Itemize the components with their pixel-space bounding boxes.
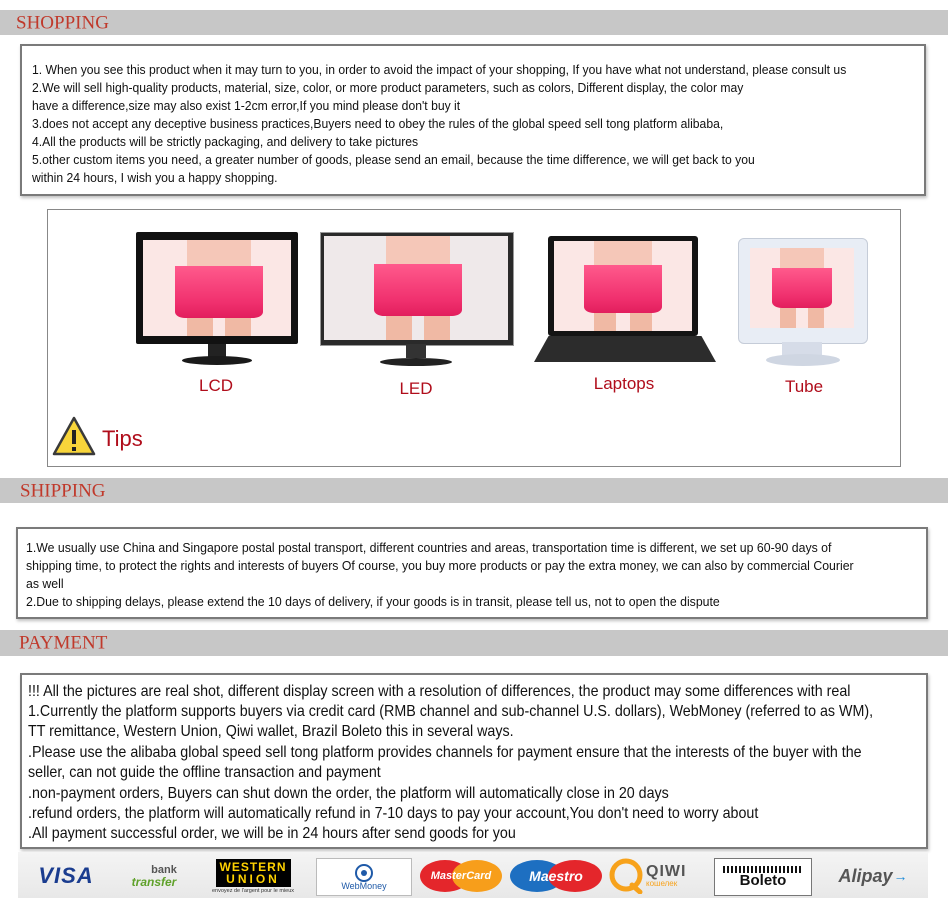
lcd-monitor-icon	[136, 232, 298, 372]
shopping-line-3: have a difference,size may also exist 1-2cm error,If you mind please don't buy it	[32, 98, 461, 113]
shipping-header	[0, 478, 948, 503]
mastercard-logo: MasterCard	[420, 858, 502, 894]
webmoney-logo: WebMoney	[316, 858, 412, 896]
payment-line-1: !!! All the pictures are real shot, different display screen with a resolution of differences, the product may some differences with real	[28, 683, 851, 700]
shopping-line-5: 4.All the products will be strictly packaging, and delivery to take pictures	[32, 134, 419, 149]
boleto-logo: Boleto	[714, 858, 812, 896]
qiwi-logo: QIWI кошелек	[608, 858, 706, 894]
western-union-logo: WESTERN UNION envoyez de l'argent pour le mieux	[211, 859, 295, 894]
alipay-logo: Alipay →	[838, 865, 908, 886]
payment-title: PAYMENT	[19, 632, 108, 654]
shipping-line-3: as well	[26, 576, 64, 591]
shopping-line-7: within 24 hours, I wish you a happy shopping.	[32, 170, 278, 185]
shopping-line-1: 1. When you see this product when it may turn to you, in order to avoid the impact of your shopping, If you have what not understand, please consult us	[32, 62, 847, 77]
led-monitor-icon	[320, 232, 512, 376]
lcd-caption: LCD	[198, 376, 233, 395]
crt-monitor-icon	[738, 238, 868, 374]
payment-header	[0, 630, 948, 656]
tube-caption: Tube	[784, 377, 824, 396]
maestro-logo: Maestro	[510, 858, 602, 894]
payment-line-2: 1.Currently the platform supports buyers via credit card (RMB channel and sub-channel U.S. dollars), WebMoney (referred to as WM),	[28, 703, 874, 720]
led-caption: LED	[399, 379, 433, 398]
payment-text-box	[20, 673, 928, 849]
payment-line-7: .refund orders, the platform will automatically refund in 7-10 days to pay your account,You don't need to worry about	[28, 805, 759, 822]
shopping-header	[0, 10, 948, 35]
shopping-line-6: 5.other custom items you need, a greater number of goods, please send an email, because the time difference, we will get back to you	[32, 152, 755, 167]
payment-line-6: .non-payment orders, Buyers can shut down the order, the platform will automatically close in 20 days	[28, 785, 669, 802]
shopping-line-4: 3.does not accept any deceptive business practices,Buyers need to obey the rules of the global speed sell tong platform alibaba,	[32, 116, 724, 131]
shopping-line-2: 2.We will sell high-quality products, material, size, color, or more product parameters, such as colors, Different display, the color may	[32, 80, 744, 95]
visa-logo: VISA	[38, 863, 94, 888]
shipping-text-box	[16, 527, 928, 619]
shopping-text-box	[20, 44, 926, 196]
tips-label: Tips	[102, 426, 143, 451]
warning-icon	[52, 416, 96, 456]
shipping-line-2: shipping time, to protect the rights and interests of buyers Of course, you buy more products or pay the extra money, we can also by commercial Courier	[26, 558, 854, 573]
display-comparison-panel	[47, 209, 901, 467]
payment-line-8: .All payment successful order, we will be in 24 hours after send goods for you	[28, 825, 516, 842]
shipping-title: SHIPPING	[20, 480, 106, 501]
bank-transfer-logo: bank transfer	[131, 863, 177, 889]
laptop-icon	[534, 236, 716, 366]
shipping-line-4: 2.Due to shipping delays, please extend the 10 days of delivery, if your goods is in transit, please tell us, not to open the dispute	[26, 594, 720, 609]
laptops-caption: Laptops	[593, 374, 655, 393]
shipping-line-1: 1.We usually use China and Singapore postal postal transport, different countries and areas, transportation time is different, we set up 60-90 days of	[26, 540, 832, 555]
payment-line-4: .Please use the alibaba global speed sell tong platform provides channels for payment ensure that the interests of the buyer with the	[28, 744, 862, 761]
shopping-title: SHOPPING	[16, 12, 109, 33]
payment-line-3: TT remittance, Western Union, Qiwi wallet, Brazil Boleto this in several ways.	[28, 723, 514, 740]
payment-line-5: seller, can not guide the offline transaction and payment	[28, 764, 381, 781]
